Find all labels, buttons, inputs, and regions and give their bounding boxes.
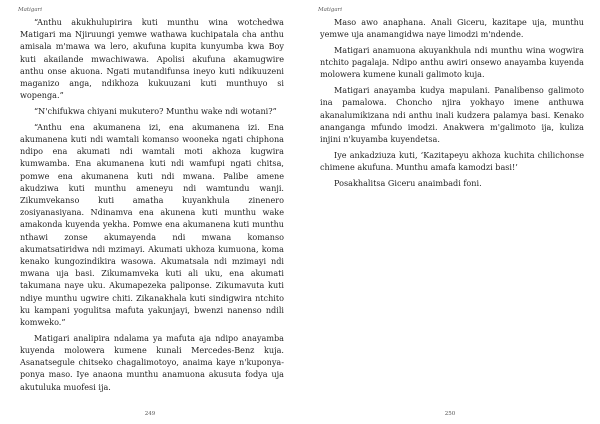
paragraph: “Anthu ena akumanena izi, ena akumanena izi. Ena akumanena kuti ndi wamtali komanso wooneka ngati chiphona ndipo ena akumati ndi wamtali moti akhoza kugwira kumwamba. Ena akumanena kuti ndi wamfupi ngati chitsa, pomwe ena akumanena kuti ndi mwana. Palibe amene akudziwa kuti munthu ameneyu ndi wamtundu wanji. Zikumvekanso kuti amatha kuyankhula zinenero zosiyanasiyana. Ndinamva ena akunena kuti munthu wake amakonda kuyenda yekha. Pomwe ena akumanena kuti munthu nthawi zonse akumayenda ndi mwana komanso akumatsatiridwa ndi mzimayi. Akumati ukhoza kumuona, koma kenako kungozindikira wasowa. Akumatsala ndi mzimayi ndi mwana uja basi. Zikumamveka kuti ali uku, ena akumati takumana naye uku. Akumapezeka paliponse. Zikumavuta kuti ndiye munthu ugwire chiti. Zikanakhala kuti sindigwira ntchito ku kampani yogulitsa mafuta yakunjayi, bwenzi nanenso ndili komweko.” [20,121,284,328]
paragraph: “N'chifukwa chiyani mukutero? Munthu wake ndi wotani?” [34,106,277,117]
page-body [20,16,284,396]
running-head: Matigari [318,7,343,13]
paragraph: Matigari anamuona akuyankhula ndi munthu wina wogwira ntchito pagalaja. Ndipo anthu awiri onsewo anayamba kuyenda molowera kumene kunali galimoto kuja. [320,45,584,80]
paragraph: Iye ankadziuza kuti, ‘Kazitapeyu akhoza kuchita chilichonse chimene akufuna. Munthu amafa kamodzi basi!’ [320,149,584,173]
page-number: 250 [444,411,456,417]
right-page [300,0,600,424]
paragraph: Maso awo anaphana. Anali Giceru, kazitape uja, munthu yemwe uja anamangidwa naye limodzi m'ndende. [320,17,584,40]
paragraph: Matigari analipira ndalama ya mafuta aja ndipo anayamba kuyenda molowera kumene kunali Mercedes-Benz kuja. Asanatsegule chitseko chagalimotoyo, anaima kaye n'kuponya-ponya maso. Iye anaona munthu anamuona akusuta fodya uja akutuluka muofesi ija. [20,332,284,392]
running-head: Matigari [18,7,43,13]
paragraph: Matigari anayamba kudya mapulani. Panalibenso galimoto ina pamalowa. Choncho njira yokhayo imene anthuwa akanalumikizana ndi anthu inali kudzera palamya basi. Kenako ananganga mfundo imodzi. Anakwera m'galimoto ija, kuliza injini n'kuyamba kuyendetsa. [320,85,584,145]
paragraph: Posakhalitsa Giceru anaimbadi foni. [334,177,482,188]
paragraph: “Anthu akukhulupirira kuti munthu wina wotchedwa Matigari ma Njiruungi yemwe wathawa kuchipatala cha anthu amisala m'mawa wa lero, akufuna kupita kunyumba kwa Boy kuti akailande mwachiwawa. Apolisi akufuna akamugwire anthu onse akuona. Ngati mutandifunsa ineyo kuti ndikuuzeni maganizo anga, ndikhoza kukuuzani kuti munthuyo si wopenga.” [20,17,284,101]
page-number: 249 [144,411,156,417]
page-body [320,16,584,193]
